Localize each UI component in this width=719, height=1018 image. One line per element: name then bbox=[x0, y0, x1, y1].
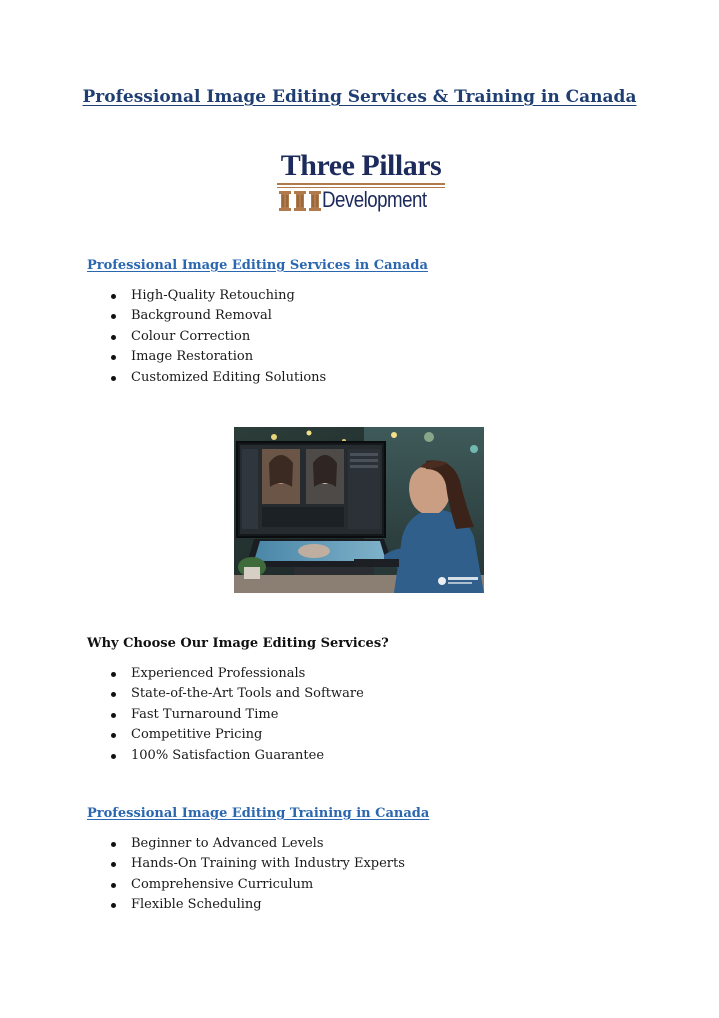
list-item bbox=[109, 834, 405, 854]
why-choose-heading: Why Choose Our Image Editing Services? bbox=[87, 636, 389, 651]
bullet-icon bbox=[111, 754, 116, 759]
list-item bbox=[109, 664, 364, 684]
bullet-icon bbox=[111, 862, 116, 867]
bullet-icon bbox=[111, 842, 116, 847]
list-item bbox=[109, 327, 326, 347]
list-item bbox=[109, 875, 405, 895]
list-item-text: State-of-the-Art Tools and Software bbox=[131, 686, 364, 702]
list-item-text: Colour Correction bbox=[131, 328, 251, 344]
list-item bbox=[109, 725, 364, 745]
training-heading[interactable]: Professional Image Editing Training in Canada bbox=[87, 806, 430, 821]
bullet-icon bbox=[111, 355, 116, 360]
logo-wordmark-top: Three Pillars bbox=[280, 149, 442, 182]
bullet-icon bbox=[111, 713, 116, 718]
list-item-text: Flexible Scheduling bbox=[131, 897, 262, 913]
list-item bbox=[109, 286, 326, 306]
list-item bbox=[109, 705, 364, 725]
list-item bbox=[109, 895, 405, 915]
list-item bbox=[109, 347, 326, 367]
list-item-text: Comprehensive Curriculum bbox=[131, 876, 314, 892]
list-item-text: Image Restoration bbox=[131, 349, 254, 365]
training-list bbox=[109, 834, 405, 916]
list-item-text: Customized Editing Solutions bbox=[131, 369, 327, 385]
page-title: Professional Image Editing Services & Training in Canada bbox=[82, 87, 637, 107]
bullet-icon bbox=[111, 903, 116, 908]
list-item bbox=[109, 746, 364, 766]
bullet-icon bbox=[111, 335, 116, 340]
services-list bbox=[109, 286, 326, 388]
list-item-text: Beginner to Advanced Levels bbox=[131, 836, 324, 851]
list-item-text: Fast Turnaround Time bbox=[131, 706, 279, 722]
list-item-text: Competitive Pricing bbox=[131, 727, 263, 743]
services-heading[interactable]: Professional Image Editing Services in Canada bbox=[87, 258, 428, 273]
bullet-icon bbox=[111, 314, 116, 319]
bullet-icon bbox=[111, 733, 116, 738]
list-item-text: Background Removal bbox=[131, 308, 272, 324]
bullet-icon bbox=[111, 672, 116, 677]
company-logo bbox=[276, 150, 446, 216]
pillars-icon bbox=[278, 190, 322, 212]
logo-rule bbox=[277, 183, 445, 185]
list-item-text: High-Quality Retouching bbox=[131, 288, 295, 303]
bullet-icon bbox=[111, 692, 116, 697]
bullet-icon bbox=[111, 294, 116, 299]
list-item bbox=[109, 684, 364, 704]
list-item bbox=[109, 368, 326, 388]
bullet-icon bbox=[111, 883, 116, 888]
editing-photo bbox=[234, 427, 484, 593]
why-choose-list bbox=[109, 664, 364, 766]
bullet-icon bbox=[111, 376, 116, 381]
list-item bbox=[109, 854, 405, 874]
list-item-text: Experienced Professionals bbox=[131, 666, 306, 681]
logo-wordmark-bottom: Development bbox=[322, 187, 427, 212]
list-item-text: 100% Satisfaction Guarantee bbox=[131, 747, 325, 763]
list-item bbox=[109, 306, 326, 326]
list-item-text: Hands-On Training with Industry Experts bbox=[131, 856, 405, 872]
